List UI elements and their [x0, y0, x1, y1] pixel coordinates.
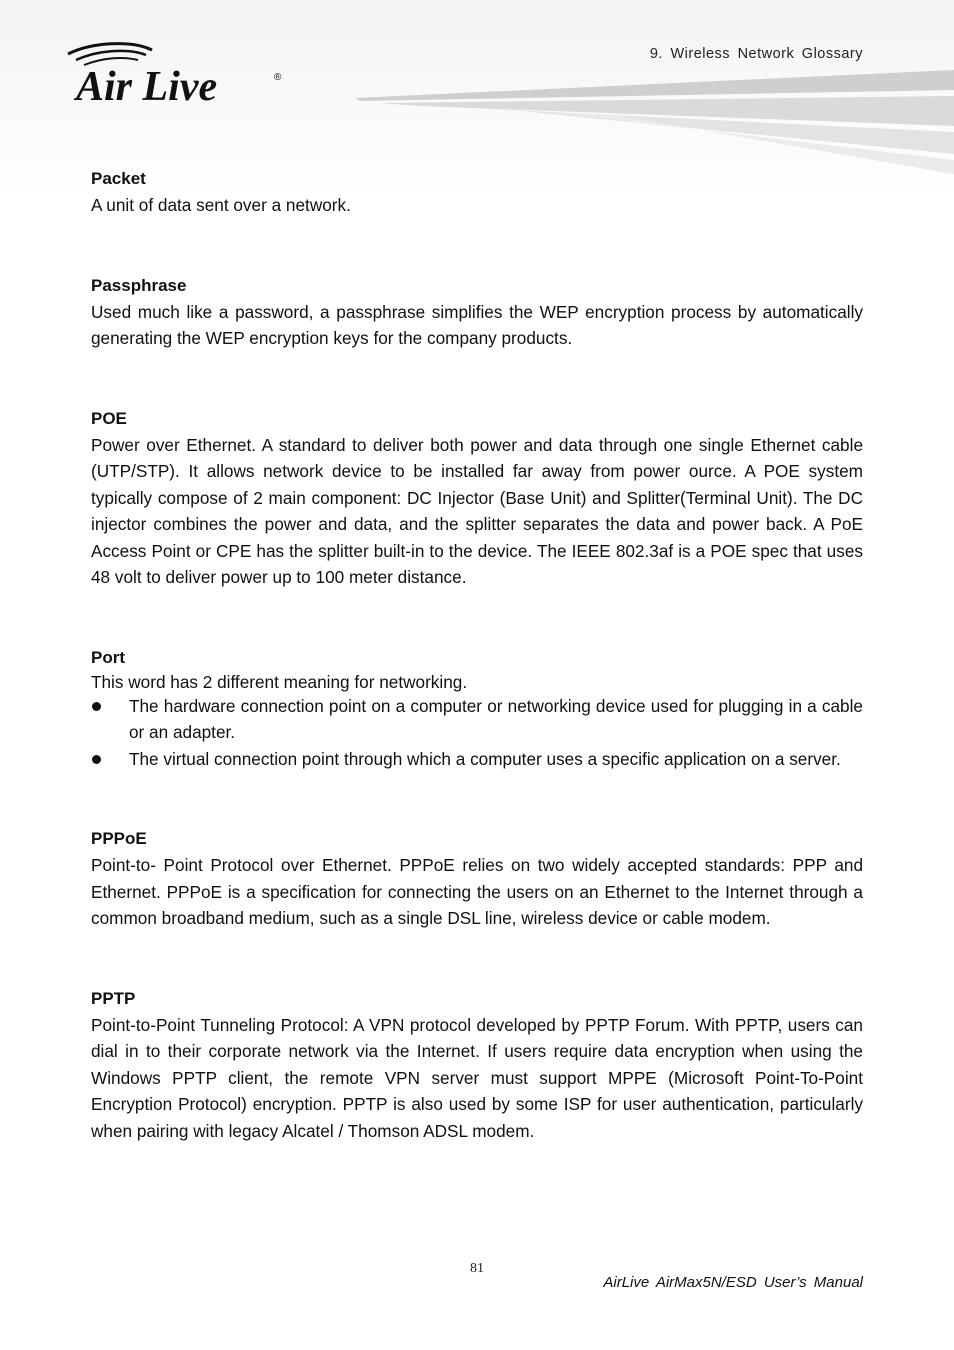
term-definition: Point-to-Point Tunneling Protocol: A VPN protocol developed by PPTP Forum. With PPTP, users can dial in to their corporate network via the Internet. If users require data encryption when using the Windows PPTP client, the remote VPN server must support MPPE (Microsoft Point-To-Point Encryption Protocol) encryption. PPTP is also used by some ISP for user authentication, particularly when pairing with legacy Alcatel / Thomson ADSL modem. [91, 1014, 863, 1141]
bullet-dot-icon [92, 755, 101, 764]
term-title: Port [91, 647, 125, 667]
glossary-entry-packet [91, 166, 863, 219]
glossary-entry-passphrase [91, 273, 863, 352]
term-title: Passphrase [91, 275, 187, 295]
list-item [91, 746, 863, 773]
term-definition: A unit of data sent over a network. [91, 195, 351, 215]
registered-mark: ® [274, 72, 282, 83]
list-item-text: The virtual connection point through which a computer uses a specific application on a server. [129, 748, 841, 769]
term-title: Packet [91, 169, 146, 188]
section-title: 9. Wireless Network Glossary [649, 46, 863, 62]
list-item-text: The hardware connection point on a computer or networking device used for plugging in a cable or an adapter. [129, 695, 863, 742]
manual-title: AirLive AirMax5N/ESD User’s Manual [603, 1274, 863, 1291]
term-title: PPPoE [91, 829, 147, 848]
spacer [91, 932, 863, 986]
spacer [91, 772, 863, 826]
logo-text: Air Live [76, 64, 218, 106]
term-definition: This word has 2 different meaning for networking. [91, 671, 468, 692]
term-title: PPTP [91, 988, 136, 1008]
term-definition: Used much like a password, a passphrase simplifies the WEP encryption process by automatically generating the WEP encryption keys for the company products. [91, 301, 863, 348]
list-item [91, 693, 863, 746]
bullet-list [91, 693, 863, 773]
spacer [91, 219, 863, 273]
spacer [91, 591, 863, 645]
page-number: 81 [470, 1261, 484, 1276]
glossary-entry-pptp [91, 986, 863, 1145]
glossary-content [91, 166, 863, 1144]
bullet-dot-icon [92, 702, 101, 711]
glossary-entry-poe [91, 406, 863, 591]
glossary-entry-pppoe [91, 826, 863, 932]
airlive-logo-graphic [62, 40, 292, 106]
spacer [91, 352, 863, 406]
term-definition: Power over Ethernet. A standard to deliver both power and data through one single Ethernet cable (UTP/STP). It allows network device to be installed far away from power ource. A POE system typically compose of 2 main component: DC Injector (Base Unit) and Splitter(Terminal Unit). The DC injector combines the power and data, and the splitter separates the data and power back. A PoE Access Point or CPE has the splitter built-in to the device. The IEEE 802.3af is a POE spec that uses 48 volt to deliver power up to 100 meter distance. [91, 434, 863, 587]
airlive-logo [62, 40, 292, 106]
term-definition: Point-to- Point Protocol over Ethernet. PPPoE relies on two widely accepted standards: PPP and Ethernet. PPPoE is a specification for connecting the users on an Ethernet to the Internet through a common broadband medium, such as a single DSL line, wireless device or cable modem. [91, 855, 863, 928]
term-title: POE [91, 408, 127, 428]
glossary-entry-port [91, 645, 863, 773]
